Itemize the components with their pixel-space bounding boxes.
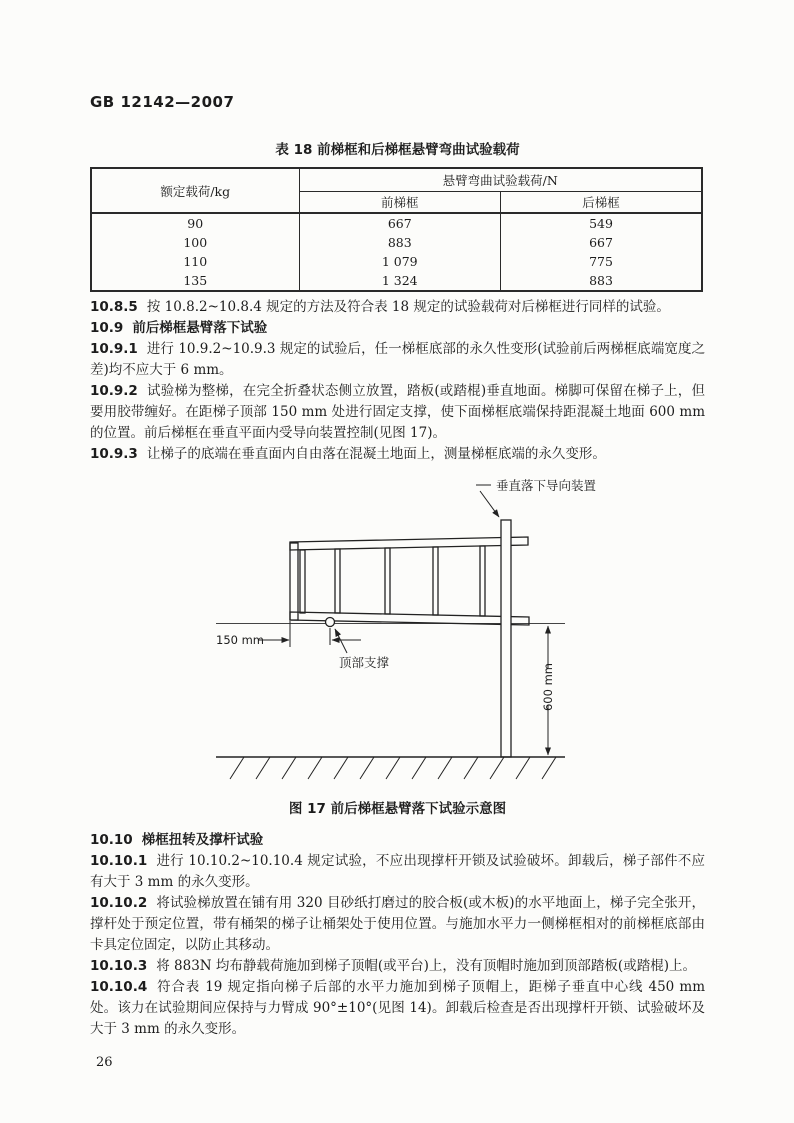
- clause-text: 将试验梯放置在铺有用 320 目砂纸打磨过的胶合板(或木板)的水平地面上，梯子完全张开，撑杆处于预定位置，带有桶架的梯子让桶架处于使用位置。与施加水平力一侧梯框相对的前梯框底部由卡具定位固定，以防止其移动。: [90, 895, 705, 953]
- clause-text: 试验梯为整梯，在完全折叠状态侧立放置，踏板(或踏棍)垂直地面。梯脚可保留在梯子上，但要用胶带缠好。在距梯子顶部 150 mm 处进行固定支撑，使下面梯框底端保持距混凝土地面 600 mm 的位置。前后梯框在垂直平面内受导向装置控制(见图 17)。: [90, 383, 705, 441]
- table-18-title: 表 18 前梯框和后梯框悬臂弯曲试验载荷: [275, 142, 520, 158]
- ladder-end-cap: [290, 543, 298, 620]
- figure-17-caption: 图 17 前后梯框悬臂落下试验示意图: [288, 801, 507, 817]
- table-row: [91, 252, 702, 272]
- ladder-rung: [385, 548, 390, 614]
- cell-rear-load: 549: [589, 215, 613, 231]
- table-header-bend-load: 悬臂弯曲试验载荷/N: [299, 168, 702, 191]
- clause-heading-text: 前后梯框悬臂落下试验: [132, 320, 268, 336]
- clause-text: 进行 10.9.2~10.9.3 规定的试验后，任一梯框底部的永久性变形(试验前后两梯框底端宽度之差)均不应大于 6 mm。: [90, 341, 705, 378]
- clause-10-10-2: [90, 893, 705, 956]
- clause-number: 10.8.5: [90, 299, 138, 315]
- cell-rated-load: 110: [91, 252, 299, 272]
- page-content: [90, 0, 705, 1070]
- cell-front-load: 1 324: [299, 272, 501, 292]
- table-header-rear-rail: 后梯框: [582, 194, 620, 210]
- clause-10-10-3: [90, 956, 705, 977]
- cell-rated-load: 135: [91, 272, 299, 292]
- ladder-rung: [433, 547, 438, 615]
- standard-code: GB 12142—2007: [90, 93, 235, 111]
- guide-post: [501, 520, 511, 757]
- clause-heading-text: 梯框扭转及撑杆试验: [141, 832, 264, 848]
- table-row: [91, 272, 702, 292]
- table-header-rated-load: 额定载荷/kg: [91, 168, 299, 213]
- cell-rear-load: 667: [589, 234, 613, 250]
- cell-front-load: 1 079: [299, 252, 501, 272]
- clause-number: 10.10.4: [90, 979, 148, 995]
- clause-number: 10.9: [90, 320, 124, 336]
- ladder-top-rail: [290, 537, 528, 550]
- dim-600-label: 600 mm: [541, 662, 555, 712]
- cell-front-load: 883: [299, 233, 501, 253]
- clauses-top: [90, 297, 705, 465]
- table-row: [91, 233, 702, 253]
- clause-number: 10.10.1: [90, 853, 148, 869]
- cell-rear-load: 883: [589, 273, 613, 289]
- ladder-rung: [300, 550, 305, 613]
- clause-number: 10.9.2: [90, 383, 138, 399]
- figure-17: [90, 475, 705, 817]
- ground-hatching: [230, 757, 556, 779]
- clause-number: 10.9.1: [90, 341, 138, 357]
- clause-10-10-1: [90, 851, 705, 893]
- clause-text: 将 883N 均布静载荷施加到梯子顶帽(或平台)上，没有顶帽时施加到顶部踏板(或踏棍)上。: [156, 958, 696, 974]
- top-support-label: 顶部支撑: [339, 655, 390, 670]
- clause-text: 让梯子的底端在垂直面内自由落在混凝土地面上，测量梯框底端的永久变形。: [146, 446, 606, 462]
- clause-number: 10.10: [90, 832, 133, 848]
- ladder-rung: [480, 546, 485, 616]
- clause-text: 符合表 19 规定指向梯子后部的水平力施加到梯子顶帽上，距梯子垂直中心线 450 mm 处。该力在试验期间应保持与力臂成 90°±10°(见图 14)。卸载后检查是否出现撑杆开锁、试验破坏及大于 3 mm 的永久变形。: [90, 979, 705, 1037]
- clause-text: 按 10.8.2~10.8.4 规定的方法及符合表 18 规定的试验载荷对后梯框进行同样的试验。: [146, 299, 670, 315]
- clause-number: 10.9.3: [90, 446, 138, 462]
- clause-10-8-5: [90, 297, 705, 318]
- cell-rear-load: 775: [589, 254, 613, 270]
- leader-arrow: [480, 491, 499, 517]
- clause-10-10-4: [90, 977, 705, 1040]
- table-row: [91, 213, 702, 233]
- table-18: [90, 167, 703, 292]
- drop-test-diagram: [208, 475, 608, 785]
- clause-number: 10.10.2: [90, 895, 148, 911]
- cell-rated-load: 90: [91, 213, 299, 233]
- clauses-bottom: [90, 830, 705, 1040]
- clause-10-9-3: [90, 444, 705, 465]
- clause-10-9-2: [90, 381, 705, 444]
- clause-heading-10-10: [90, 830, 705, 851]
- ladder-rung: [335, 549, 340, 613]
- page-number: 26: [96, 1055, 113, 1070]
- cell-front-load: 667: [299, 213, 501, 233]
- support-leader-arrow: [335, 629, 347, 653]
- clause-text: 进行 10.10.2~10.10.4 规定试验，不应出现撑杆开锁及试验破坏。卸载后，梯子部件不应有大于 3 mm 的永久变形。: [90, 853, 705, 890]
- guide-device-label: 垂直落下导向装置: [496, 478, 597, 493]
- ladder-drawing: [290, 537, 529, 625]
- cell-rated-load: 100: [91, 233, 299, 253]
- top-support-circle: [326, 618, 335, 627]
- clause-number: 10.10.3: [90, 958, 148, 974]
- clause-heading-10-9: [90, 318, 705, 339]
- table-header-front-rail: 前梯框: [299, 191, 501, 213]
- clause-10-9-1: [90, 339, 705, 381]
- dim-150-label: 150 mm: [216, 633, 265, 647]
